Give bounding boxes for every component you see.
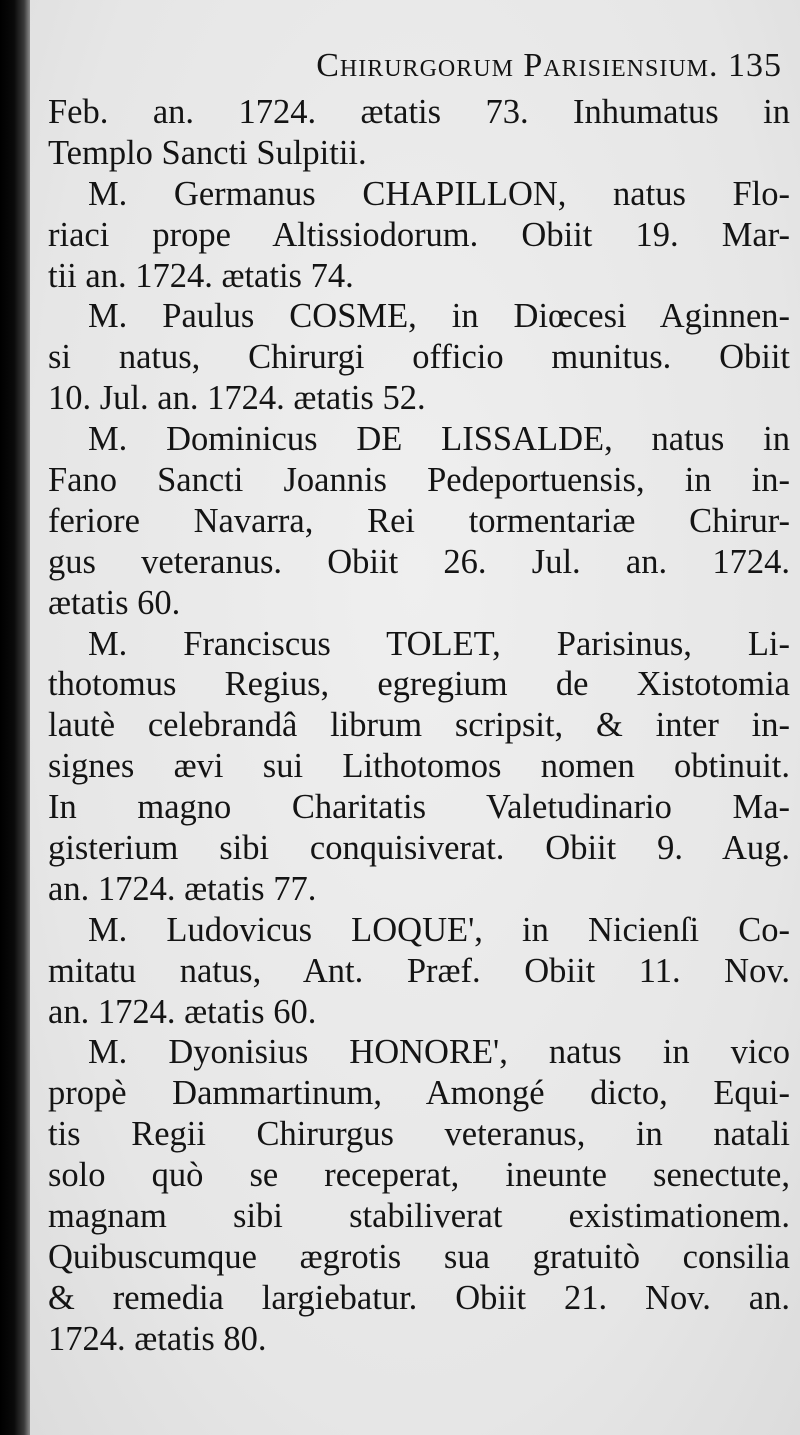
text-line-13: ætatis 60. xyxy=(48,583,181,622)
text-line-24: M. Dyonisius HONORE', natus in vico xyxy=(88,1033,790,1072)
book-page xyxy=(30,0,800,1435)
text-line-7: si natus, Chirurgi officio munitus. Obiit xyxy=(48,338,790,377)
text-line-25: propè Dammartinum, Amongé dicto, Equi- xyxy=(48,1074,790,1113)
text-line-4: riaci prope Altissiodorum. Obiit 19. Mar- xyxy=(48,215,790,254)
text-line-18: In magno Charitatis Valetudinario Ma- xyxy=(48,788,790,827)
text-line-30: & remedia largiebatur. Obiit 21. Nov. an. xyxy=(48,1278,790,1317)
text-line-20: an. 1724. ætatis 77. xyxy=(48,869,317,908)
text-line-22: mitatu natus, Ant. Præf. Obiit 11. Nov. xyxy=(48,951,790,990)
text-line-31: 1724. ætatis 80. xyxy=(48,1319,267,1358)
text-line-28: magnam sibi stabiliverat existimationem. xyxy=(48,1197,790,1236)
text-line-21: M. Ludovicus LOQUE', in Nicienſi Co- xyxy=(88,910,790,949)
text-line-10: Fano Sancti Joannis Pedeportuensis, in in- xyxy=(48,461,790,500)
text-line-16: lautè celebrandâ librum scripsit, & inter in- xyxy=(48,706,790,745)
text-line-6: M. Paulus COSME, in Diœcesi Aginnen- xyxy=(88,297,790,336)
text-line-5: tii an. 1724. ætatis 74. xyxy=(48,256,354,295)
text-line-19: gisterium sibi conquisiverat. Obiit 9. Aug. xyxy=(48,829,790,868)
running-header: Chirurgorum Parisiensium. 135 xyxy=(316,47,782,84)
text-line-23: an. 1724. ætatis 60. xyxy=(48,992,317,1031)
text-line-26: tis Regii Chirurgus veteranus, in natali xyxy=(48,1115,790,1154)
text-line-8: 10. Jul. an. 1724. ætatis 52. xyxy=(48,379,426,418)
text-line-9: M. Dominicus DE LISSALDE, natus in xyxy=(88,420,790,459)
page-text xyxy=(48,40,790,1360)
text-line-15: thotomus Regius, egregium de Xistotomia xyxy=(48,665,790,704)
text-line-11: feriore Navarra, Rei tormentariæ Chirur- xyxy=(48,501,790,540)
text-line-14: M. Franciscus TOLET, Parisinus, Li- xyxy=(88,624,790,663)
text-line-17: signes ævi sui Lithotomos nomen obtinuit. xyxy=(48,747,790,786)
text-line-1: Feb. an. 1724. ætatis 73. Inhumatus in xyxy=(48,93,790,131)
text-line-2: Templo Sancti Sulpitii. xyxy=(48,133,367,172)
text-line-29: Quibuscumque ægrotis sua gratuitò consilia xyxy=(48,1237,790,1276)
text-line-3: M. Germanus CHAPILLON, natus Flo- xyxy=(88,174,790,213)
scan-dark-edge xyxy=(0,0,30,1435)
text-line-12: gus veteranus. Obiit 26. Jul. an. 1724. xyxy=(48,542,790,581)
text-line-27: solo quò se receperat, ineunte senectute, xyxy=(48,1156,790,1195)
